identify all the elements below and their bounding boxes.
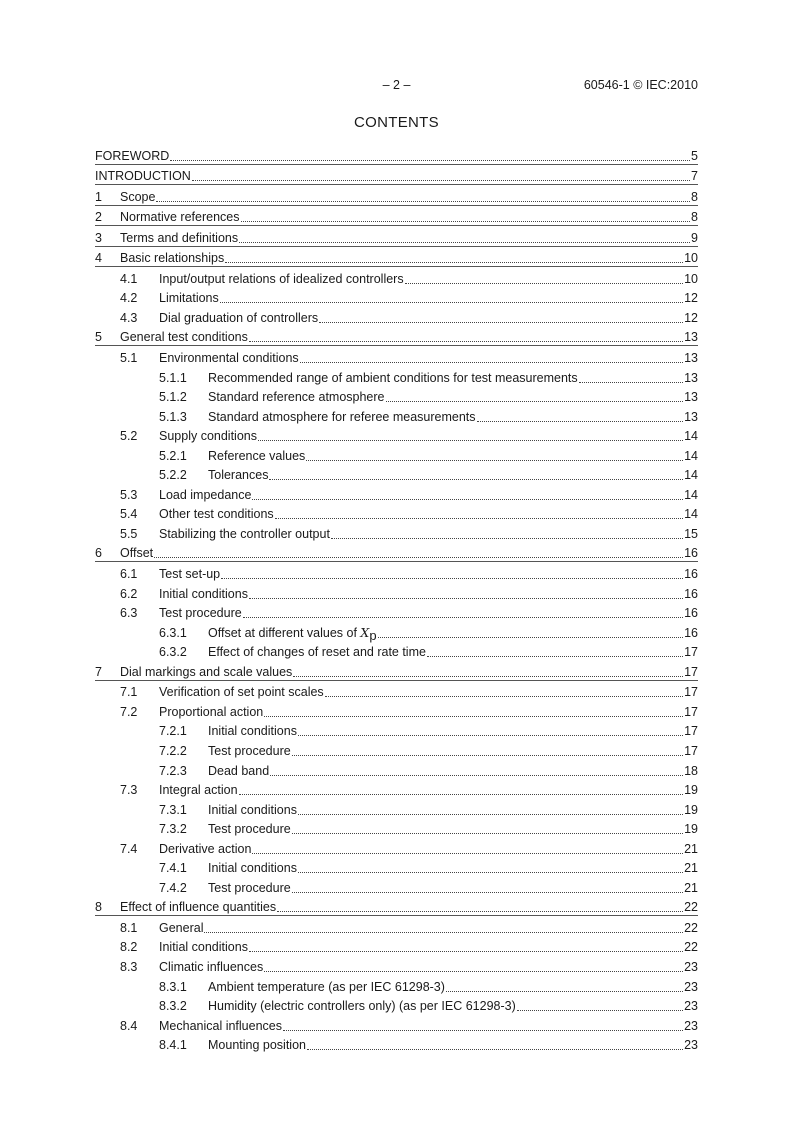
toc-entry[interactable] [95,739,698,759]
toc-entry-page[interactable]: 23 [684,1018,698,1033]
toc-entry-title[interactable] [208,410,476,425]
toc-entry-number: 8.4.1 [159,1038,187,1053]
toc-entry-number: 4.1 [120,271,138,286]
toc-entry-number: 3 [95,230,102,245]
dot-leader [154,557,683,558]
toc-entry-title[interactable] [208,449,305,464]
toc-entry-title-text: Initial conditions [208,802,297,817]
toc-entry-title[interactable] [208,724,297,739]
toc-entry-page[interactable]: 23 [684,979,698,994]
toc-entry-page[interactable]: 23 [684,999,698,1014]
toc-entry-title-text: Initial conditions [208,724,297,739]
toc-entry-title[interactable] [120,231,238,246]
toc-entry-page[interactable]: 12 [684,291,698,306]
toc-entry-title[interactable] [159,291,219,306]
toc-entry-title[interactable] [159,960,263,975]
dot-leader [477,421,684,422]
toc-entry-title-text: Verification of set point scales [159,685,324,700]
toc-entry-title-text: Mounting position [208,1038,306,1053]
dot-leader [427,656,683,657]
toc-entry-title-text: Test set-up [159,567,221,582]
toc-entry-title[interactable] [208,625,377,641]
toc-entry-number: 8 [95,900,102,915]
dot-leader [292,755,683,756]
toc-entry-number: 1 [95,189,102,204]
toc-entry-title-text: FOREWORD [95,148,170,163]
toc-entry[interactable] [95,818,698,838]
toc-entry-number: 7.1 [120,685,138,700]
toc-entry-number: 5.5 [120,526,138,541]
toc-entry-page[interactable]: 17 [684,664,698,679]
toc-entry-number: 8.3.1 [159,979,187,994]
toc-entry-title-text: Effect of changes of reset and rate time [208,645,426,660]
toc-entry-title[interactable] [208,371,578,386]
toc-entry[interactable] [95,206,698,227]
toc-entry-number: 4 [95,251,102,266]
toc-entry[interactable] [95,876,698,896]
dot-leader [221,578,683,579]
page-header [95,78,698,94]
toc-entry[interactable] [95,483,698,503]
toc-entry-title-text: Integral action [159,783,238,798]
dot-leader [300,362,683,363]
dot-leader [319,322,683,323]
toc-entry-title[interactable] [208,468,268,483]
toc-entry-page[interactable]: 8 [691,189,698,204]
toc-entry[interactable] [95,287,698,307]
toc-entry-title-text: Mechanical influences [159,1018,282,1033]
toc-entry-page[interactable]: 22 [684,940,698,955]
toc-entry-page[interactable]: 22 [684,900,698,915]
toc-entry-page[interactable]: 5 [691,148,698,163]
toc-entry-page[interactable]: 16 [684,606,698,621]
toc-entry-title-text: Load impedance [159,487,252,502]
toc-entry-page[interactable]: 14 [684,487,698,502]
math-subscript: p [369,627,377,643]
dot-leader [264,716,683,717]
toc-entry-page[interactable]: 16 [684,625,698,640]
toc-entry-title[interactable] [159,842,251,857]
toc-entry-number: 6.3.2 [159,645,187,660]
toc-entry-title[interactable] [159,940,248,955]
toc-entry-title-text: Terms and definitions [120,230,239,245]
toc-entry[interactable] [95,144,698,165]
toc-entry-title[interactable] [208,999,516,1014]
dot-leader [405,283,684,284]
table-of-contents [95,144,698,1053]
toc-entry-page[interactable]: 10 [684,271,698,286]
toc-entry[interactable] [95,621,698,641]
toc-entry-page[interactable]: 8 [691,210,698,225]
page-number: – 2 – [382,78,411,92]
toc-entry-title-text: Input/output relations of idealized controllers [159,271,404,286]
toc-entry-page[interactable]: 18 [684,763,698,778]
toc-entry[interactable] [95,1014,698,1034]
dot-leader [298,872,683,873]
dot-leader [243,617,683,618]
toc-entry-page[interactable]: 13 [684,390,698,405]
dot-leader [239,242,690,243]
toc-entry-title-text: Ambient temperature (as per IEC 61298-3) [208,979,445,994]
toc-entry-number: 7.4.2 [159,880,187,895]
toc-entry-title[interactable] [159,351,299,366]
toc-entry[interactable] [95,582,698,602]
dot-leader [258,440,683,441]
toc-entry-title[interactable] [159,527,330,542]
toc-entry-title-text: Initial conditions [159,940,248,955]
toc-entry-title[interactable] [120,251,224,266]
dot-leader [517,1010,683,1011]
toc-entry-title-text: Standard reference atmosphere [208,390,385,405]
toc-entry-page[interactable]: 21 [684,841,698,856]
toc-entry-page[interactable]: 15 [684,526,698,541]
toc-entry[interactable] [95,995,698,1015]
toc-entry-title[interactable] [120,665,292,680]
dot-leader [249,598,683,599]
toc-entry-title-text: Initial conditions [208,861,297,876]
toc-entry-page[interactable]: 21 [684,861,698,876]
toc-entry-number: 5.1.2 [159,390,187,405]
contents-title: CONTENTS [354,114,439,131]
toc-entry-page[interactable]: 19 [684,802,698,817]
toc-entry-title-text: Scope [120,189,156,204]
toc-entry-page[interactable]: 14 [684,468,698,483]
toc-entry-number: 7.3 [120,783,138,798]
dot-leader [446,991,683,992]
toc-entry-title[interactable] [120,900,276,915]
dot-leader [306,460,683,461]
toc-entry-number: 8.1 [120,920,138,935]
toc-entry-title[interactable] [120,210,240,225]
toc-entry-title[interactable] [120,190,155,205]
toc-entry[interactable] [95,759,698,779]
toc-entry-title[interactable] [159,567,220,582]
toc-entry-title[interactable] [159,488,251,503]
toc-entry-title-text: Environmental conditions [159,351,299,366]
toc-entry-title[interactable] [95,169,191,184]
toc-entry-number: 7.4.1 [159,861,187,876]
toc-entry[interactable] [95,503,698,523]
toc-entry-number: 7.2.2 [159,743,187,758]
toc-entry-title[interactable] [120,546,153,561]
toc-entry-number: 5.1 [120,351,138,366]
toc-entry-title[interactable] [208,390,385,405]
toc-entry[interactable] [95,306,698,326]
toc-entry[interactable] [95,837,698,857]
toc-entry-page[interactable]: 16 [684,567,698,582]
toc-entry-title-text: Test procedure [208,822,291,837]
toc-entry-number: 7.2.1 [159,724,187,739]
toc-entry-title-text: Dead band [208,763,270,778]
toc-entry-number: 5.2 [120,429,138,444]
dot-leader [269,479,683,480]
dot-leader [156,201,690,202]
toc-entry-number: 6.1 [120,567,138,582]
dot-leader [293,676,683,677]
toc-entry-number: 5.2.2 [159,468,187,483]
toc-entry-title-text: Reference values [208,448,306,463]
toc-entry-number: 7 [95,664,102,679]
toc-entry[interactable] [95,779,698,799]
toc-entry-number: 5.1.1 [159,370,187,385]
toc-entry-title[interactable] [159,921,203,936]
toc-entry-title-text: Recommended range of ambient conditions for test measurements [208,370,578,385]
toc-entry[interactable] [95,916,698,936]
toc-entry-page[interactable]: 17 [684,724,698,739]
toc-entry-number: 8.4 [120,1018,138,1033]
toc-entry[interactable] [95,444,698,464]
toc-entry-title-text: Limitations [159,291,219,306]
toc-entry[interactable] [95,386,698,406]
toc-entry[interactable] [95,165,698,186]
toc-entry-number: 6.3.1 [159,625,187,640]
toc-entry[interactable] [95,681,698,701]
toc-entry-page[interactable]: 19 [684,783,698,798]
toc-entry-title[interactable] [159,429,257,444]
toc-entry[interactable] [95,226,698,247]
toc-entry-page[interactable]: 23 [684,959,698,974]
toc-entry[interactable] [95,326,698,347]
toc-entry-page[interactable]: 14 [684,448,698,463]
dot-leader [325,696,683,697]
toc-entry[interactable] [95,700,698,720]
dot-leader [277,911,683,912]
toc-entry-title[interactable] [159,587,248,602]
toc-entry[interactable] [95,660,698,681]
dot-leader [275,518,683,519]
toc-entry-page[interactable]: 12 [684,310,698,325]
toc-entry[interactable] [95,522,698,542]
toc-entry-number: 7.4 [120,841,138,856]
toc-entry-title-text: Supply conditions [159,429,257,444]
toc-entry-number: 5.3 [120,487,138,502]
toc-entry-title[interactable] [208,744,291,759]
toc-entry-title-text: Test procedure [208,880,291,895]
toc-entry[interactable] [95,602,698,622]
toc-entry-title[interactable] [159,783,238,798]
dot-leader [249,341,683,342]
toc-entry-page[interactable]: 17 [684,743,698,758]
dot-leader [386,401,684,402]
toc-entry[interactable] [95,562,698,582]
toc-entry-title-text: Humidity (electric controllers only) (as per IEC 61298-3) [208,999,516,1014]
toc-entry-title[interactable] [95,149,169,164]
toc-entry-title-text: Offset at different values of [208,625,361,640]
toc-entry-number: 6 [95,546,102,561]
toc-entry-number: 4.3 [120,310,138,325]
toc-entry-title[interactable] [159,272,404,287]
toc-entry-title[interactable] [208,645,426,660]
toc-entry-page[interactable]: 16 [684,546,698,561]
toc-entry-title[interactable] [120,330,248,345]
toc-entry[interactable] [95,1034,698,1054]
toc-entry-page[interactable]: 17 [684,685,698,700]
toc-entry-page[interactable]: 23 [684,1038,698,1053]
toc-entry-title-text: Initial conditions [159,586,248,601]
toc-entry-number: 8.2 [120,940,138,955]
toc-entry-title-text: Proportional action [159,704,264,719]
dot-leader [378,637,684,638]
toc-entry-number: 5 [95,330,102,345]
dot-leader [225,262,683,263]
toc-entry-page[interactable]: 13 [684,330,698,345]
dot-leader [298,735,683,736]
toc-entry-page[interactable]: 22 [684,920,698,935]
dot-leader [270,775,683,776]
toc-entry-title-text: Derivative action [159,841,252,856]
dot-leader [331,538,683,539]
toc-entry-title-text: INTRODUCTION [95,169,191,184]
dot-leader [292,833,683,834]
toc-entry-number: 5.2.1 [159,448,187,463]
toc-entry-page[interactable]: 13 [684,409,698,424]
dot-leader [252,853,683,854]
toc-entry-number: 6.2 [120,586,138,601]
dot-leader [192,180,690,181]
toc-entry-title[interactable] [208,980,445,995]
toc-entry[interactable] [95,896,698,917]
toc-entry-title-text: Tolerances [208,468,269,483]
toc-entry-number: 6.3 [120,606,138,621]
toc-entry[interactable] [95,464,698,484]
toc-entry-number: 8.3.2 [159,999,187,1014]
toc-entry-number: 5.4 [120,507,138,522]
toc-entry[interactable] [95,405,698,425]
toc-entry-page[interactable]: 7 [691,169,698,184]
toc-entry[interactable] [95,720,698,740]
toc-entry-page[interactable]: 14 [684,429,698,444]
toc-entry-page[interactable]: 14 [684,507,698,522]
toc-entry[interactable] [95,366,698,386]
toc-entry[interactable] [95,798,698,818]
toc-entry[interactable] [95,267,698,287]
toc-entry-page[interactable]: 17 [684,645,698,660]
toc-entry-title-text: Dial graduation of controllers [159,310,319,325]
dot-leader [298,814,683,815]
dot-leader [307,1049,683,1050]
toc-entry-title[interactable] [159,606,242,621]
toc-entry-number: 4.2 [120,291,138,306]
toc-entry[interactable] [95,955,698,975]
toc-entry[interactable] [95,641,698,661]
toc-entry-title-text: General [159,920,204,935]
toc-entry[interactable] [95,857,698,877]
toc-entry-title-text: Basic relationships [120,251,225,266]
toc-entry-title[interactable] [208,881,291,896]
toc-entry-title[interactable] [208,822,291,837]
toc-entry-title-text: Standard atmosphere for referee measurements [208,409,476,424]
toc-entry-title-text: Test procedure [159,606,242,621]
toc-entry-number: 7.3.1 [159,802,187,817]
dot-leader [220,302,683,303]
toc-entry-page[interactable]: 19 [684,822,698,837]
dot-leader [252,499,683,500]
toc-entry[interactable] [95,346,698,366]
toc-entry[interactable] [95,936,698,956]
toc-entry-page[interactable]: 13 [684,370,698,385]
toc-entry-title[interactable] [159,507,274,522]
toc-entry-title[interactable] [208,861,297,876]
toc-entry-title[interactable] [208,1038,306,1053]
toc-entry-title-text: General test conditions [120,330,248,345]
toc-entry-title[interactable] [208,803,297,818]
toc-entry-number: 7.2 [120,704,138,719]
toc-entry-number: 2 [95,210,102,225]
dot-leader [170,160,690,161]
toc-entry[interactable] [95,425,698,445]
toc-entry-title-text: Other test conditions [159,507,274,522]
toc-entry-title-text: Effect of influence quantities [120,900,277,915]
standard-reference: 60546-1 © IEC:2010 [583,78,698,92]
dot-leader [241,221,691,222]
toc-entry-page[interactable]: 16 [684,586,698,601]
toc-entry-title[interactable] [159,311,318,326]
dot-leader [249,951,683,952]
toc-entry[interactable] [95,542,698,563]
toc-entry-title-text: Normative references [120,210,240,225]
toc-entry[interactable] [95,975,698,995]
dot-leader [239,794,684,795]
toc-entry-number: 5.1.3 [159,409,187,424]
toc-entry[interactable] [95,185,698,206]
toc-entry-title-text: Stabilizing the controller output [159,526,330,541]
toc-entry-page[interactable]: 17 [684,704,698,719]
toc-entry-title[interactable] [208,764,269,779]
toc-entry-title-text: Climatic influences [159,959,264,974]
dot-leader [204,932,683,933]
toc-entry-title[interactable] [159,1019,282,1034]
toc-entry-title-text: Dial markings and scale values [120,664,293,679]
dot-leader [292,892,683,893]
dot-leader [264,971,683,972]
toc-entry-title[interactable] [159,705,263,720]
dot-leader [579,382,683,383]
toc-entry-number: 8.3 [120,959,138,974]
toc-entry-number: 7.3.2 [159,822,187,837]
toc-entry-title-text: Offset [120,546,154,561]
toc-entry-page[interactable]: 9 [691,230,698,245]
dot-leader [283,1030,683,1031]
toc-entry[interactable] [95,247,698,268]
toc-entry-page[interactable]: 10 [684,251,698,266]
math-symbol: X [360,624,370,640]
toc-entry-page[interactable]: 21 [684,880,698,895]
toc-entry-title-text: Test procedure [208,743,291,758]
toc-entry-title[interactable] [159,685,324,700]
toc-entry-page[interactable]: 13 [684,351,698,366]
toc-entry-number: 7.2.3 [159,763,187,778]
